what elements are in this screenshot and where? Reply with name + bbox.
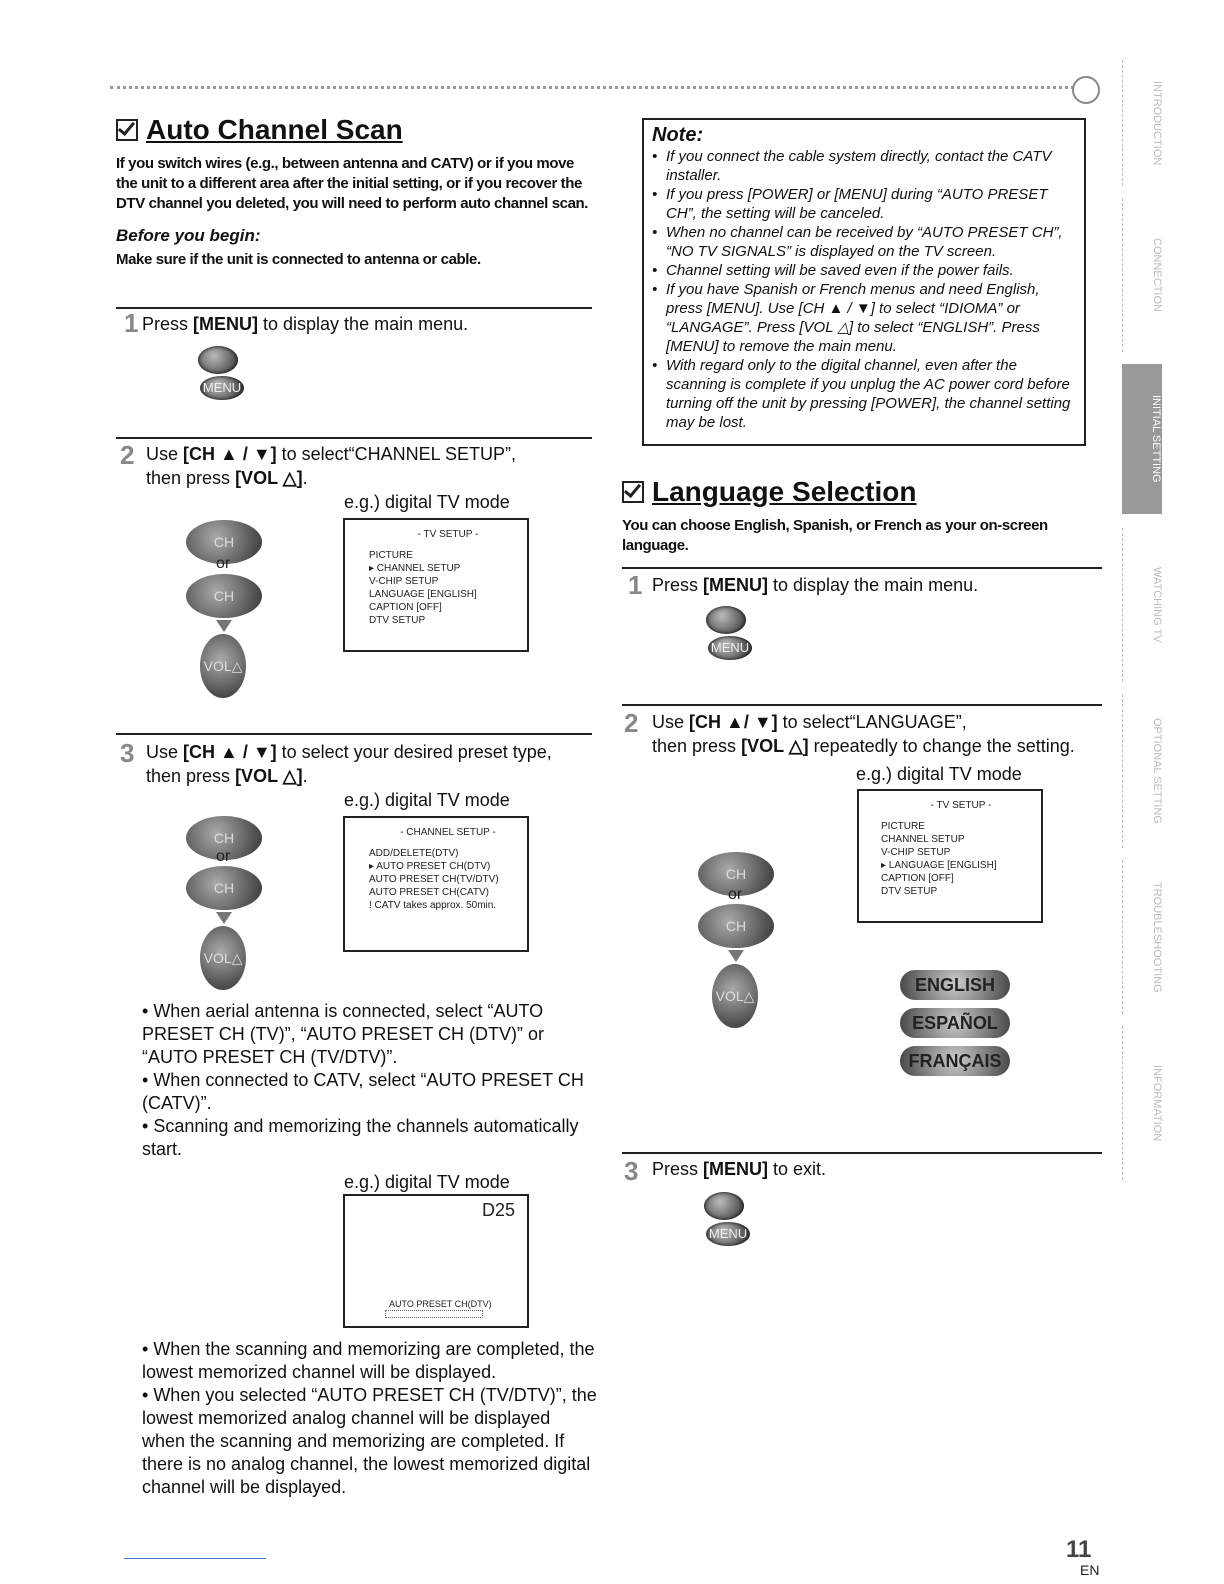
tv-setup-screen-1	[343, 518, 529, 652]
menu-button-icon: MENU	[706, 1222, 750, 1246]
lang-screen-title: - TV SETUP -	[930, 800, 992, 811]
screen1-item: CAPTION [OFF]	[369, 602, 442, 613]
bullet-item: • When aerial antenna is connected, select “AUTO PRESET CH (TV)”, “AUTO PRESET CH (DTV)” or “AUTO PRESET CH (TV/DTV)”.	[142, 1001, 545, 1067]
screen2-item: AUTO PRESET CH(CATV)	[369, 887, 490, 898]
scan-progress-screen	[343, 1194, 529, 1328]
step3-key2: [VOL △]	[235, 766, 303, 786]
scan-progress-bar	[385, 1310, 483, 1318]
lang-screen-item: PICTURE	[881, 821, 925, 832]
step1-text	[142, 312, 468, 336]
step2-key: [CH ▲ / ▼]	[183, 444, 277, 464]
screen2-title: - CHANNEL SETUP -	[400, 827, 496, 838]
espanol-option: ESPAÑOL	[900, 1008, 1010, 1038]
screen2-item: ! CATV takes approx. 50min.	[369, 900, 497, 911]
or-label: or	[728, 886, 743, 903]
language-intro: You can choose English, Spanish, or French as your on-screen language.	[622, 517, 1048, 554]
lang-step1-rule	[622, 567, 1102, 569]
step2-number: 2	[120, 440, 135, 470]
note-item: • When no channel can be received by “AUTO PRESET CH”, “NO TV SIGNALS” is displayed on the TV screen.	[652, 223, 1076, 261]
side-tab-watching-tv[interactable]: WATCHING TV	[1122, 528, 1163, 682]
screen1-item: V-CHIP SETUP	[369, 576, 439, 587]
scan-status: AUTO PRESET CH(DTV)	[389, 1299, 492, 1309]
page-language: EN	[1080, 1562, 1100, 1578]
lang-step3-post: to exit.	[768, 1159, 827, 1179]
side-tab-information[interactable]: INFORMATION	[1122, 1026, 1163, 1180]
bullet-text: Scanning and memorizing the channels automatically start.	[142, 1116, 579, 1159]
bullet-text: When the scanning and memorizing are completed, the lowest memorized channel will be displayed.	[142, 1339, 595, 1382]
step3-rule	[116, 733, 592, 735]
lang-step1-text	[652, 573, 978, 597]
bullets-1	[142, 1000, 597, 1161]
step2-line2pre: then press	[146, 468, 236, 488]
lang-screen-item: CHANNEL SETUP	[881, 834, 965, 845]
step3-key: [CH ▲ / ▼]	[183, 742, 277, 762]
bullet-item: • When you selected “AUTO PRESET CH (TV/DTV)”, the lowest memorized analog channel will be displayed when the scanning and memorizing are completed. If there is no analog channel, the lowest memorized digital channel will be displayed.	[142, 1385, 597, 1497]
lang-step2-key: [CH ▲/ ▼]	[689, 712, 778, 732]
auto-scan-title-text: Auto Channel Scan	[146, 114, 403, 145]
step3-pre: Use	[146, 742, 184, 762]
step2-pre: Use	[146, 444, 184, 464]
arrow-down-icon	[728, 950, 744, 962]
bullet-item: • When the scanning and memorizing are completed, the lowest memorized channel will be displayed.	[142, 1339, 595, 1382]
screen2-item: ▸ AUTO PRESET CH(DTV)	[369, 861, 491, 872]
step2-mid: to select“CHANNEL SETUP”,	[276, 444, 517, 464]
bullet-text: When connected to CATV, select “AUTO PRESET CH (CATV)”.	[142, 1070, 584, 1113]
lang-step2-text	[652, 710, 1075, 758]
step2-rule	[116, 437, 592, 439]
bullet-text: When you selected “AUTO PRESET CH (TV/DTV)”, the lowest memorized analog channel will be displayed when the scanning and memorizing are completed. If there is no analog channel, the lowest memorized digital channel will be displayed.	[142, 1385, 597, 1497]
lang-step1-post: to display the main menu.	[768, 575, 979, 595]
before-begin-title: Before you begin:	[116, 226, 261, 245]
lang-screen-item: V-CHIP SETUP	[881, 847, 951, 858]
screen1-item: LANGUAGE [ENGLISH]	[369, 589, 477, 600]
tv-setup-screen-2	[857, 789, 1043, 923]
lang-mode-label: e.g.) digital TV mode	[856, 764, 1022, 784]
screen1-item: PICTURE	[369, 550, 413, 561]
arrow-down-icon	[216, 912, 232, 924]
step1-rule	[116, 307, 592, 309]
screen1-title: - TV SETUP -	[417, 529, 479, 540]
page-number: 11	[1066, 1536, 1092, 1563]
side-tab-connection[interactable]: CONNECTION	[1122, 198, 1163, 352]
lang-step2-mid: to select“LANGUAGE”,	[777, 712, 967, 732]
screen1-item: ▸ CHANNEL SETUP	[369, 563, 461, 574]
note-item: • If you press [POWER] or [MENU] during “AUTO PRESET CH”, the setting will be canceled.	[652, 185, 1076, 223]
bullet-item: • Scanning and memorizing the channels automatically start.	[142, 1116, 579, 1159]
step2-line2post: .	[302, 468, 308, 488]
lang-step1-number: 1	[628, 570, 643, 600]
ch-down-button: CH	[186, 866, 262, 910]
step1-number: 1	[124, 308, 139, 338]
step1-pre: Press	[142, 314, 194, 334]
lang-step1-key: [MENU]	[703, 575, 769, 595]
menu-button-icon: MENU	[200, 376, 244, 400]
vol-button: VOL△	[712, 964, 758, 1028]
bullet-text: When aerial antenna is connected, select “AUTO PRESET CH (TV)”, “AUTO PRESET CH (DTV)” or “AUTO PRESET CH (TV/DTV)”.	[142, 1001, 545, 1067]
side-tab-introduction[interactable]: INTRODUCTION	[1122, 60, 1163, 186]
note-list	[652, 147, 1076, 432]
step3-line2pre: then press	[146, 766, 236, 786]
lang-step3-pre: Press	[652, 1159, 704, 1179]
step3-mode-label: e.g.) digital TV mode	[344, 790, 510, 810]
lang-step3-text	[652, 1157, 826, 1181]
vol-button: VOL△	[200, 926, 246, 990]
ch-up-button: CH	[698, 852, 774, 896]
screen1-item: DTV SETUP	[369, 615, 426, 626]
ch-down-button: CH	[186, 574, 262, 618]
checkmark-icon	[622, 481, 644, 503]
note-item: • If you have Spanish or French menus and need English, press [MENU]. Use [CH ▲ / ▼] to select “IDIOMA” or “LANGAGE”. Press [VOL △] to select “ENGLISH”. Press [MENU] to remove the main menu.	[652, 280, 1076, 356]
lang-step2-line2post: repeatedly to change the setting.	[808, 736, 1075, 756]
language-title-text: Language Selection	[652, 476, 917, 507]
lang-step3-number: 3	[624, 1156, 639, 1186]
lang-screen-item: DTV SETUP	[881, 886, 938, 897]
lang-screen-item: ▸ LANGUAGE [ENGLISH]	[881, 860, 997, 871]
auto-scan-intro: If you switch wires (e.g., between antenna and CATV) or if you move the unit to a different area after the initial setting, or if you recover the DTV channel you deleted, you will need to perform auto channel scan.	[116, 155, 589, 212]
screen3-mode-label: e.g.) digital TV mode	[344, 1172, 510, 1192]
lang-step2-number: 2	[624, 708, 639, 738]
channel-setup-screen	[343, 816, 529, 952]
step1-post: to display the main menu.	[258, 314, 469, 334]
note-box	[642, 118, 1086, 446]
lang-step1-pre: Press	[652, 575, 704, 595]
ch-up-button: CH	[186, 520, 262, 564]
menu-button-top	[704, 1192, 744, 1220]
lang-step2-line2pre: then press	[652, 736, 742, 756]
note-item: • If you connect the cable system directly, contact the CATV installer.	[652, 147, 1076, 185]
header-rule	[110, 86, 1080, 89]
side-tab-optional-setting[interactable]: OPTIONAL SETTING	[1122, 694, 1163, 848]
auto-scan-title	[116, 114, 596, 146]
step3-number: 3	[120, 738, 135, 768]
language-section	[622, 476, 1102, 556]
menu-button-icon: MENU	[708, 636, 752, 660]
ch-down-button: CH	[698, 904, 774, 948]
header-circle	[1072, 76, 1100, 104]
auto-scan-section	[116, 114, 596, 270]
francais-option: FRANÇAIS	[900, 1046, 1010, 1076]
lang-step2-key2: [VOL △]	[741, 736, 809, 756]
bullets-2	[142, 1338, 597, 1499]
ch-up-button: CH	[186, 816, 262, 860]
note-title: Note:	[652, 124, 704, 146]
screen2-item: ADD/DELETE(DTV)	[369, 848, 459, 859]
before-begin-text: Make sure if the unit is connected to antenna or cable.	[116, 251, 481, 268]
side-tab-initial-setting[interactable]: INITIAL SETTING	[1122, 364, 1162, 514]
or-label: or	[216, 848, 231, 865]
lang-step2-rule	[622, 704, 1102, 706]
vol-button: VOL△	[200, 634, 246, 698]
arrow-down-icon	[216, 620, 232, 632]
english-option: ENGLISH	[900, 970, 1010, 1000]
checkmark-icon	[116, 119, 138, 141]
step1-key: [MENU]	[193, 314, 259, 334]
menu-button-top	[198, 346, 238, 374]
channel-number: D25	[481, 1200, 515, 1220]
language-title	[622, 476, 1102, 508]
screen2-item: AUTO PRESET CH(TV/DTV)	[369, 874, 499, 885]
footer-rule	[124, 1558, 266, 1559]
lang-screen-item: CAPTION [OFF]	[881, 873, 954, 884]
step3-mid: to select your desired preset type,	[276, 742, 552, 762]
lang-step2-pre: Use	[652, 712, 690, 732]
step2-key2: [VOL △]	[235, 468, 303, 488]
note-item: • Channel setting will be saved even if the power fails.	[652, 261, 1076, 280]
note-item: • With regard only to the digital channel, even after the scanning is complete if you unplug the AC power cord before turning off the unit by pressing [POWER], the channel setting may be lost.	[652, 356, 1076, 432]
menu-button-top	[706, 606, 746, 634]
side-tab-troubleshooting[interactable]: TROUBLESHOOTING	[1122, 860, 1163, 1014]
bullet-item: • When connected to CATV, select “AUTO PRESET CH (CATV)”.	[142, 1070, 584, 1113]
lang-step3-rule	[622, 1152, 1102, 1154]
step3-line2post: .	[302, 766, 308, 786]
step2-mode-label: e.g.) digital TV mode	[344, 492, 510, 512]
step2-text	[146, 442, 516, 490]
step3-text	[146, 740, 552, 788]
lang-step3-key: [MENU]	[703, 1159, 769, 1179]
or-label: or	[216, 555, 231, 572]
